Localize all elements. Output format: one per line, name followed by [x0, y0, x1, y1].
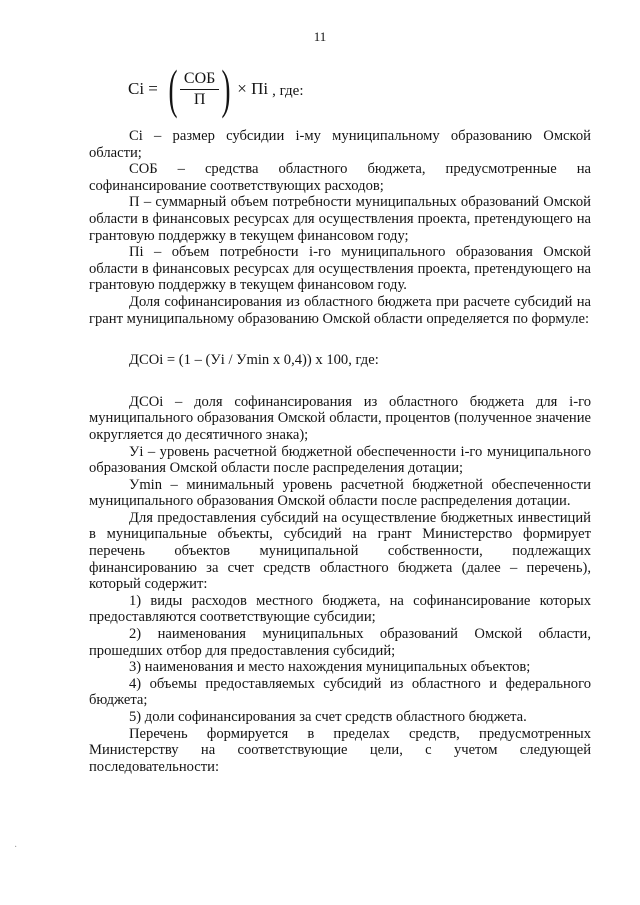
definition-paragraph: П – суммарный объем потребности муниципальных образований Омской области в финансовых ресурсах для осуществления проекта, претендующего на грантовую поддержку в текущем финансовом году;	[89, 194, 591, 244]
definition-paragraph: Для предоставления субсидий на осуществление бюджетных инвестиций в муниципальные объекты, субсидий на грант Министерство формирует перечень объектов муниципальной собственности, подлежащих финансированию за счет средств областного бюджета (далее – перечень), который содержит:	[89, 509, 591, 593]
formula-fraction	[180, 70, 219, 109]
definition-paragraph: Уmin – минимальный уровень расчетной бюджетной обеспеченности муниципального образования Омской области после распределения дотации.	[89, 476, 591, 510]
list-item: 4) объемы предоставляемых субсидий из областного и федерального бюджета;	[89, 675, 591, 709]
definition-paragraph: Доля софинансирования из областного бюджета при расчете субсидий на грант муниципальному образованию Омской области определяется по формуле:	[89, 293, 591, 327]
cofinancing-formula: ДСОi = (1 – (Уi / Уmin x 0,4)) x 100, где:	[129, 352, 379, 369]
formula-denominator: П	[193, 90, 206, 108]
formula-suffix: , где:	[272, 82, 304, 99]
definition-paragraph: Уi – уровень расчетной бюджетной обеспеченности i-го муниципального образования Омской области после распределения дотации;	[89, 443, 591, 477]
left-paren-icon: (	[168, 59, 178, 119]
list-item: 3) наименования и место нахождения муниципальных объектов;	[129, 659, 531, 676]
definition-paragraph: Пi – объем потребности i-го муниципального образования Омской области в финансовых ресурсах для осуществления проекта, претендующего на грантовую поддержку в текущем финансовом году.	[89, 244, 591, 294]
list-item: 2) наименования муниципальных образований Омской области, прошедших отбор для предоставления субсидий;	[89, 626, 591, 659]
formula-numerator: СОБ	[180, 70, 219, 90]
formula-rhs: × Пi	[237, 79, 269, 98]
definition-paragraph: ДСОi – доля софинансирования из областного бюджета для i-го муниципального образования Омской области, процентов (полученное значение округляется до десятичного знака);	[89, 393, 591, 443]
definition-paragraph: Ci – размер субсидии i-му муниципальному образованию Омской области;	[89, 128, 591, 161]
list-item: 5) доли софинансирования за счет средств областного бюджета.	[129, 709, 527, 725]
definition-paragraph: Перечень формируется в пределах средств, предусмотренных Министерству на соответствующие цели, с учетом следующей последовательности:	[89, 725, 591, 775]
subsidy-formula	[128, 59, 304, 119]
right-paren-icon: )	[221, 59, 231, 119]
definition-paragraph: СОБ – средства областного бюджета, предусмотренные на софинансирование соответствующих расходов;	[89, 161, 591, 194]
definitions-block-1	[89, 128, 591, 775]
scan-speck-icon: ·	[14, 842, 18, 853]
formula-lhs: Ci =	[128, 79, 158, 98]
list-item: 1) виды расходов местного бюджета, на софинансирование которых предоставляются соответствующие субсидии;	[89, 592, 591, 626]
page-number: 11	[313, 29, 327, 44]
